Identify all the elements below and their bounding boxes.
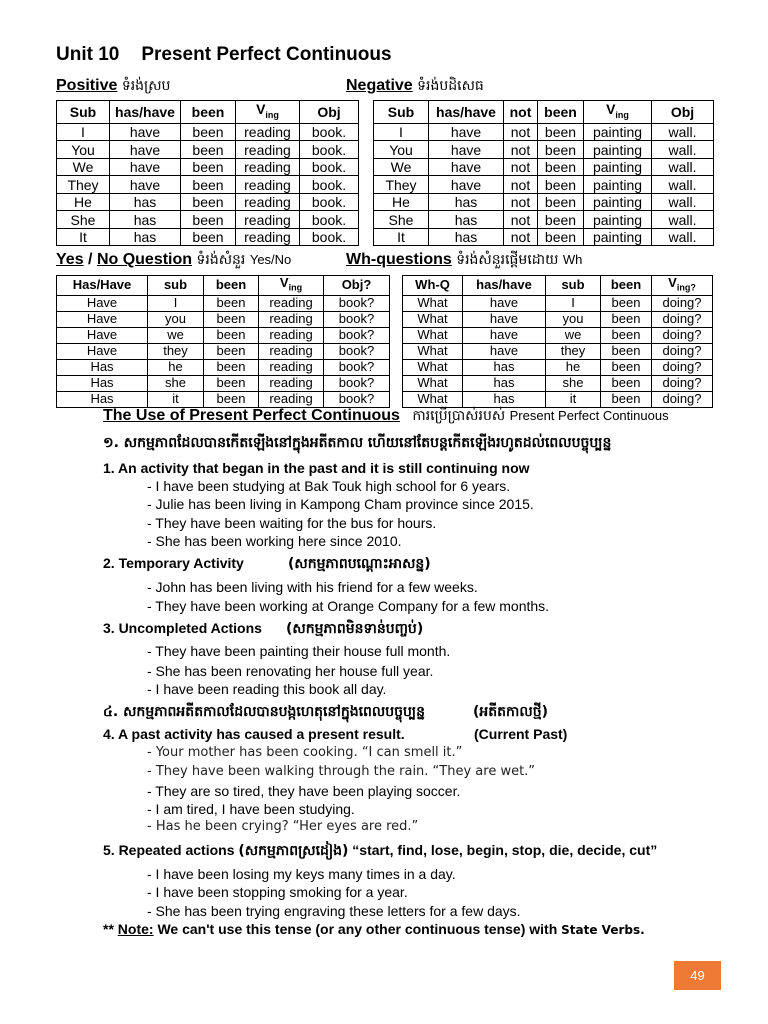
table-cell: reading [259, 375, 324, 391]
table-cell: reading [236, 211, 300, 229]
column-header: $V_{ing?}$ [652, 276, 713, 296]
list-item: - Your mother has been cooking. “I can smell it.” [147, 745, 463, 760]
table-row [57, 141, 359, 159]
table-cell: been [204, 343, 259, 359]
table-cell: I [546, 295, 601, 311]
table-cell: have [429, 141, 504, 159]
table-cell: been [601, 295, 652, 311]
table-cell: not [504, 141, 538, 159]
list-item: - They have been waiting for the bus for hours. [147, 515, 437, 531]
table-cell: been [601, 391, 652, 407]
section-4-title: 4. A past activity has caused a present result. [103, 726, 405, 742]
table-cell: What [403, 359, 463, 375]
table-cell: has [463, 391, 546, 407]
table-cell: has [463, 359, 546, 375]
table-row [57, 391, 390, 407]
table-cell: she [546, 375, 601, 391]
table-cell: reading [259, 311, 324, 327]
table-cell: painting [584, 176, 652, 194]
table-row [57, 375, 390, 391]
positive-table [56, 100, 359, 246]
table-cell: not [504, 176, 538, 194]
table-cell: We [57, 158, 110, 176]
table-cell: It [374, 228, 429, 246]
table-cell: She [57, 211, 110, 229]
table-cell: have [110, 176, 181, 194]
table-cell: has [429, 211, 504, 229]
table-cell: I [374, 123, 429, 141]
table-cell: have [110, 141, 181, 159]
column-header: has/have [463, 276, 546, 296]
table-cell: book? [324, 391, 390, 407]
section-4-khmer-2: (អតីតកាលថ្មី) [473, 704, 549, 720]
table-cell: painting [584, 158, 652, 176]
table-cell: book. [300, 158, 359, 176]
table-cell: doing? [652, 375, 713, 391]
table-cell: she [148, 375, 204, 391]
table-cell: wall. [652, 211, 714, 229]
table-cell: been [601, 327, 652, 343]
table-cell: not [504, 193, 538, 211]
table-cell: not [504, 228, 538, 246]
table-cell: they [148, 343, 204, 359]
table-cell: been [204, 311, 259, 327]
column-header: $V_{ing}$ [259, 276, 324, 296]
list-item: - She has been working here since 2010. [147, 533, 402, 549]
table-cell: not [504, 211, 538, 229]
table-cell: book? [324, 359, 390, 375]
column-header: $V_{ing}$ [584, 101, 652, 124]
table-cell: has [110, 228, 181, 246]
table-cell: he [148, 359, 204, 375]
table-cell: they [546, 343, 601, 359]
table-row [403, 375, 713, 391]
table-cell: wall. [652, 193, 714, 211]
table-cell: He [374, 193, 429, 211]
column-header: Sub [57, 101, 110, 124]
table-row [374, 176, 714, 194]
table-cell: been [181, 123, 236, 141]
table-cell: painting [584, 228, 652, 246]
table-cell: have [463, 327, 546, 343]
yesno-heading: Yes / No Question ទំរង់សំនួរ Yes/No [56, 251, 292, 268]
table-cell: reading [236, 228, 300, 246]
table-cell: painting [584, 211, 652, 229]
section-5-title: 5. Repeated actions (សកម្មភាពស្រដៀង) “start, find, lose, begin, stop, die, decide, cut” [103, 842, 658, 859]
table-cell: not [504, 123, 538, 141]
ving-subscript: ing [615, 109, 629, 120]
column-header: sub [148, 276, 204, 296]
table-cell: painting [584, 141, 652, 159]
table-cell: reading [236, 123, 300, 141]
table-cell: has [110, 193, 181, 211]
table-row [374, 211, 714, 229]
column-header: has/have [110, 101, 181, 124]
section-3-title: 3. Uncompleted Actions [103, 620, 262, 636]
list-item: - They have been walking through the rain. “They are wet.” [147, 764, 536, 779]
use-heading: The Use of Present Perfect Continuous ការប្រើប្រាស់របស់ Present Perfect Continuous [103, 407, 669, 424]
table-cell: been [538, 211, 584, 229]
column-header: Wh-Q [403, 276, 463, 296]
table-cell: He [57, 193, 110, 211]
table-cell: reading [236, 193, 300, 211]
positive-heading: Positive ទំរង់ស្រប [56, 77, 171, 94]
table-cell: reading [236, 158, 300, 176]
section-2-title: 2. Temporary Activity [103, 555, 244, 571]
table-cell: book. [300, 123, 359, 141]
table-cell: What [403, 343, 463, 359]
table-cell: Have [57, 343, 148, 359]
table-row [57, 343, 390, 359]
table-cell: book? [324, 295, 390, 311]
ving-subscript: ing? [676, 282, 696, 293]
table-cell: Have [57, 311, 148, 327]
section-4-khmer: ៤. សកម្មភាពអតីតកាលដែលបានបង្កហេតុនៅក្នុងពេលបច្ចុប្បន្ន [103, 704, 425, 720]
column-header: not [504, 101, 538, 124]
table-row [57, 295, 390, 311]
table-cell: been [538, 158, 584, 176]
table-cell: They [57, 176, 110, 194]
table-row [403, 391, 713, 407]
table-cell: you [148, 311, 204, 327]
table-cell: doing? [652, 391, 713, 407]
table-cell: been [204, 359, 259, 375]
table-cell: it [546, 391, 601, 407]
table-cell: been [538, 123, 584, 141]
list-item: - She has been trying engraving these letters for a few days. [147, 903, 521, 919]
table-cell: We [374, 158, 429, 176]
table-cell: book. [300, 176, 359, 194]
list-item: - I am tired, I have been studying. [147, 801, 355, 817]
section-1-khmer: ១. សកម្មភាពដែលបានកើតឡើងនៅក្នុងអតីតកាល ហើយនៅតែបន្តកើតឡើងរហូតដល់ពេលបច្ចុប្បន្ន [103, 435, 612, 451]
table-cell: What [403, 311, 463, 327]
table-cell: been [204, 391, 259, 407]
table-cell: reading [259, 343, 324, 359]
table-cell: book. [300, 141, 359, 159]
section-1-title: 1. An activity that began in the past and it is still continuing now [103, 460, 530, 476]
table-cell: doing? [652, 343, 713, 359]
table-cell: been [538, 141, 584, 159]
table-cell: it [148, 391, 204, 407]
list-item: - I have been reading this book all day. [147, 681, 387, 697]
table-cell: has [463, 375, 546, 391]
table-cell: You [374, 141, 429, 159]
table-cell: have [110, 158, 181, 176]
column-header: Obj [652, 101, 714, 124]
section-2-khmer: (សកម្មភាពបណ្តោះអាសន្ន) [288, 556, 431, 572]
table-cell: reading [259, 295, 324, 311]
table-cell: been [181, 158, 236, 176]
table-cell: What [403, 391, 463, 407]
table-cell: have [429, 158, 504, 176]
table-cell: have [110, 123, 181, 141]
table-cell: been [204, 375, 259, 391]
list-item: - She has been renovating her house full year. [147, 663, 434, 679]
list-item: - I have been stopping smoking for a year. [147, 884, 408, 900]
table-row [57, 327, 390, 343]
table-cell: What [403, 327, 463, 343]
negative-table [373, 100, 714, 246]
table-cell: been [204, 327, 259, 343]
table-cell: been [601, 375, 652, 391]
list-item: - They have been working at Orange Company for a few months. [147, 598, 550, 614]
table-row [374, 158, 714, 176]
table-row [57, 311, 390, 327]
table-cell: not [504, 158, 538, 176]
column-header: Sub [374, 101, 429, 124]
table-cell: What [403, 295, 463, 311]
table-cell: She [374, 211, 429, 229]
table-cell: reading [259, 391, 324, 407]
table-row [57, 123, 359, 141]
table-cell: reading [259, 327, 324, 343]
table-row [374, 141, 714, 159]
table-cell: book. [300, 228, 359, 246]
list-item: - They are so tired, they have been playing soccer. [147, 783, 461, 799]
table-cell: book. [300, 211, 359, 229]
section-4-title-2: (Current Past) [474, 726, 568, 742]
column-header: been [181, 101, 236, 124]
table-row [57, 211, 359, 229]
column-header: Obj? [324, 276, 390, 296]
table-cell: doing? [652, 295, 713, 311]
list-item: - They have been painting their house full month. [147, 643, 451, 659]
table-cell: have [429, 176, 504, 194]
table-row [57, 228, 359, 246]
list-item: - I have been studying at Bak Touk high school for 6 years. [147, 478, 511, 494]
table-cell: have [429, 123, 504, 141]
table-cell: wall. [652, 141, 714, 159]
table-cell: we [148, 327, 204, 343]
table-row [57, 176, 359, 194]
table-cell: reading [259, 359, 324, 375]
table-cell: wall. [652, 158, 714, 176]
table-row [57, 193, 359, 211]
table-row [403, 327, 713, 343]
wh-table [402, 275, 713, 408]
table-cell: he [546, 359, 601, 375]
column-header: been [601, 276, 652, 296]
table-cell: I [57, 123, 110, 141]
section-3-khmer: (សកម្មភាពមិនទាន់បញ្ចប់) [286, 621, 424, 637]
page-title: Unit 10 Present Perfect Continuous [56, 44, 392, 65]
table-cell: Have [57, 327, 148, 343]
table-cell: have [463, 343, 546, 359]
table-cell: Have [57, 295, 148, 311]
table-row [374, 193, 714, 211]
table-cell: has [429, 193, 504, 211]
table-row [403, 359, 713, 375]
table-cell: It [57, 228, 110, 246]
table-cell: Has [57, 359, 148, 375]
table-cell: wall. [652, 176, 714, 194]
page-number: 49 [674, 961, 721, 990]
table-cell: have [463, 311, 546, 327]
table-cell: doing? [652, 359, 713, 375]
table-cell: been [601, 359, 652, 375]
table-cell: book? [324, 375, 390, 391]
ving-subscript: ing [265, 109, 279, 120]
table-row [57, 359, 390, 375]
table-cell: Has [57, 375, 148, 391]
table-cell: I [148, 295, 204, 311]
table-cell: been [601, 343, 652, 359]
table-cell: been [181, 193, 236, 211]
table-cell: we [546, 327, 601, 343]
list-item: - I have been losing my keys many times in a day. [147, 866, 456, 882]
column-header: Obj [300, 101, 359, 124]
table-row [403, 343, 713, 359]
table-cell: been [538, 228, 584, 246]
wh-heading: Wh-questions ទំរង់សំនួរផ្តើមដោយ Wh [346, 251, 583, 268]
column-header: been [538, 101, 584, 124]
table-row [403, 295, 713, 311]
table-cell: have [463, 295, 546, 311]
column-header: has/have [429, 101, 504, 124]
table-cell: been [601, 311, 652, 327]
column-header: been [204, 276, 259, 296]
column-header: $V_{ing}$ [236, 101, 300, 124]
negative-heading: Negative ទំរង់បដិសេធ [346, 77, 484, 94]
table-cell: doing? [652, 327, 713, 343]
list-item: - John has been living with his friend for a few weeks. [147, 579, 478, 595]
note: ** Note: We can't use this tense (or any other continuous tense) with State Verbs. [103, 921, 645, 937]
table-cell: doing? [652, 311, 713, 327]
table-cell: been [181, 176, 236, 194]
table-cell: You [57, 141, 110, 159]
table-cell: What [403, 375, 463, 391]
yesno-table [56, 275, 390, 408]
table-row [57, 158, 359, 176]
table-cell: book? [324, 343, 390, 359]
table-cell: been [181, 141, 236, 159]
table-cell: been [181, 211, 236, 229]
table-cell: been [538, 193, 584, 211]
table-cell: reading [236, 141, 300, 159]
table-cell: been [204, 295, 259, 311]
table-row [374, 228, 714, 246]
table-cell: They [374, 176, 429, 194]
table-cell: been [538, 176, 584, 194]
table-cell: has [110, 211, 181, 229]
table-cell: has [429, 228, 504, 246]
list-item: - Has he been crying? “Her eyes are red.” [147, 819, 419, 834]
ving-subscript: ing [288, 282, 303, 293]
column-header: Has/Have [57, 276, 148, 296]
table-cell: Has [57, 391, 148, 407]
list-item: - Julie has been living in Kampong Cham province since 2015. [147, 496, 534, 512]
table-row [403, 311, 713, 327]
table-cell: you [546, 311, 601, 327]
table-cell: been [181, 228, 236, 246]
table-cell: book? [324, 311, 390, 327]
table-cell: wall. [652, 228, 714, 246]
table-row [374, 123, 714, 141]
table-cell: book. [300, 193, 359, 211]
table-cell: painting [584, 193, 652, 211]
table-cell: reading [236, 176, 300, 194]
table-cell: wall. [652, 123, 714, 141]
table-cell: painting [584, 123, 652, 141]
column-header: sub [546, 276, 601, 296]
table-cell: book? [324, 327, 390, 343]
